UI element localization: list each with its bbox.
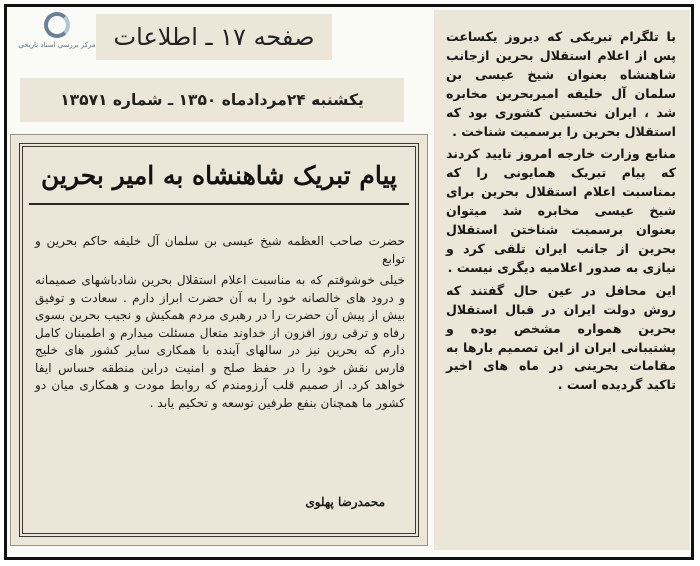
message-salutation: حضرت صاحب العظمه شیخ عیسی بن سلمان آل خلیفه حاکم بحرین و توابع: [35, 234, 405, 266]
message-clipping: [10, 134, 428, 546]
page-title-clipping: صفحه ۱۷ ـ اطلاعات: [96, 14, 332, 60]
side-article-clipping: [434, 10, 690, 550]
side-article-paragraph: با تلگرام تبریکی که دیروز یکساعت پس از اعلام استقلال بحرین ازجانب شاهنشاه بعنوان شیخ عیسی بن سلمان آل خلیفه امیربحرین مخابره شد ، ایران نخستین کشوری بود که استقلال بحرین را برسمیت شناخت .: [446, 29, 676, 139]
archive-logo-text: مرکز بررسی اسناد تاریخی: [18, 41, 96, 49]
date-line-clipping: یکشنبه ۲۴مردادماه ۱۳۵۰ ـ شماره ۱۳۵۷۱: [20, 78, 404, 122]
archive-logo: [14, 12, 100, 58]
message-signature: محمدرضا پهلوی: [305, 495, 385, 509]
archive-logo-icon: [44, 12, 70, 38]
message-headline: پیام تبریک شاهنشاه به امیر بحرین: [29, 161, 409, 205]
message-text: خیلی خوشوقتم که به مناسبت اعلام استقلال بحرین شادباشهای صمیمانه و درود های خالصانه خود را به آن حضرت ابراز دارم . سعادت و توفیق بیش از پیش آن حضرت را در رهبری مردم همکیش و نجیب بحرین بسوی رفاه و ترقی روز افزون از خداوند متعال مسئلت میدارم و اطمینان کامل دارم که بحرین نیز در سالهای آینده با همکاری سایر کشور های خلیج فارس نقش خود را در حفظ صلح و امنیت دراین منطقه حساس ایفا خواهد کرد. از صمیم قلب آرزومندم که روابط مودت و همکاری میان دو کشور ما همچنان بنفع طرفین توسعه و تحکیم یابد .: [35, 273, 405, 410]
side-article-paragraph: منابع وزارت خارجه امروز تایید کردند که پیام تبریک همایونی را که بمناسبت اعلام استقلال بحرین برای شیخ عیسی مخابره شد میتوان بعنوان برسمیت شناختن استقلال بحرین از جانب ایران تلقی کرد و نیازی به صدور اعلامیه دیگری نیست .: [446, 146, 676, 275]
side-article-paragraph: این محافل در عین حال گفتند که روش دولت ایران در قبال استقلال بحرین همواره مشخص بوده و پشتیبانی ایران از این تصمیم بارها به مقامات بحرینی در ماه های اخیر تاکید گردیده است .: [446, 282, 676, 393]
message-body: [35, 233, 405, 416]
